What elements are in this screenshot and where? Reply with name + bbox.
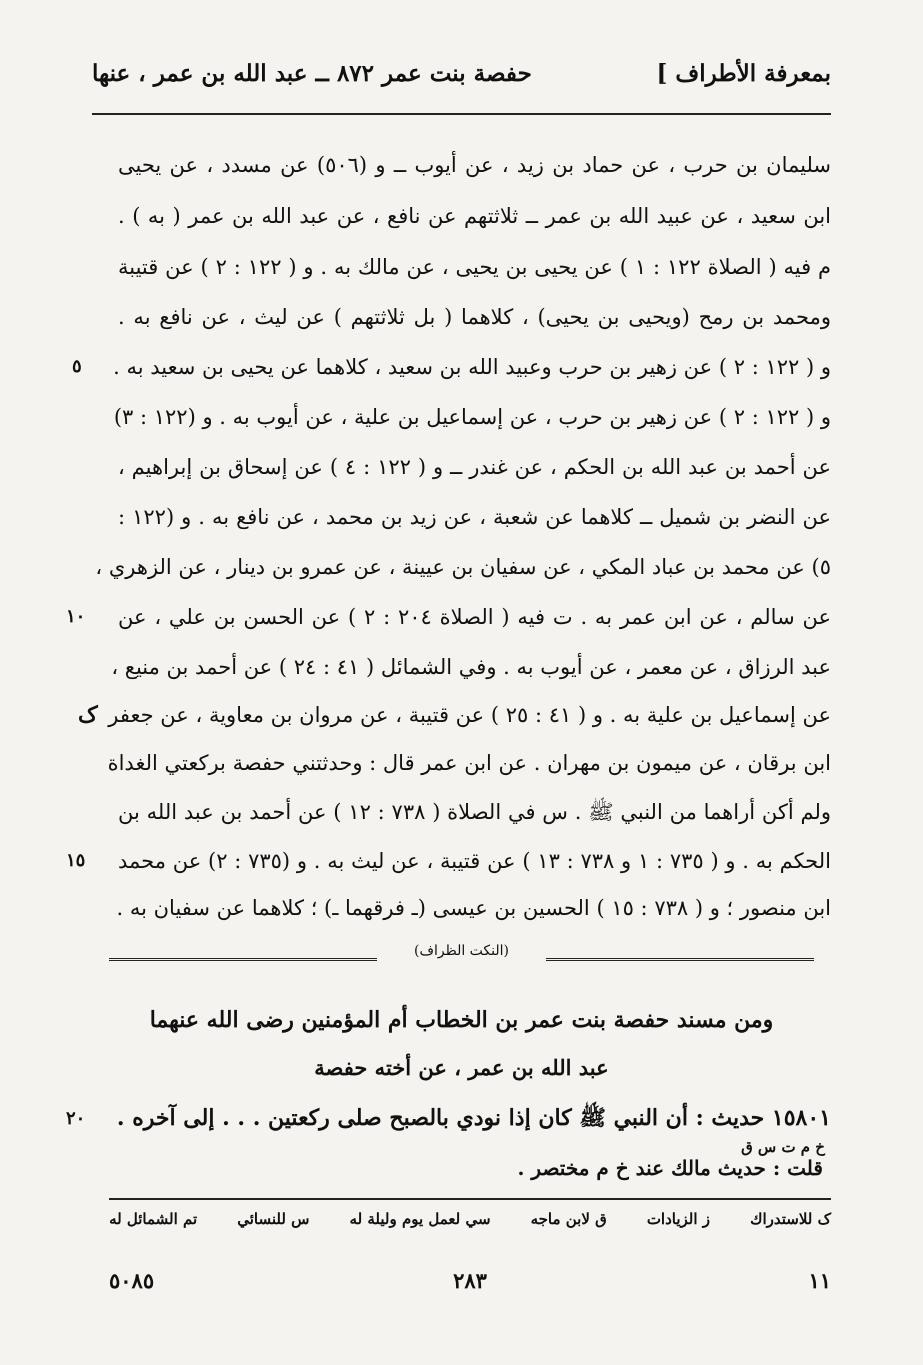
margin-line-number: ٢٠ [66, 1108, 86, 1129]
header-rule [92, 113, 831, 115]
footer-rule [109, 1198, 831, 1200]
footer-numbers [109, 1268, 831, 1298]
hadith-sigla: خ م ت س ق [741, 1138, 825, 1156]
text-line: ابن برقان ، عن ميمون بن مهران . عن ابن عمر قال : وحدثتني حفصة بركعتي الغداة [107, 751, 831, 775]
separator-rule-right [546, 958, 814, 961]
header-book-title: بمعرفة الأطراف ] [656, 60, 831, 87]
running-header [92, 60, 831, 100]
hadith-entry: ١٥٨٠١ حديث : أن النبي ﷺ كان إذا نودي بالصبح صلى ركعتين . . . إلى آخره . [116, 1105, 831, 1131]
page-number: ٢٨٣ [453, 1268, 487, 1293]
text-line: عن أحمد بن عبد الله بن الحكم ، عن غندر ــ و ( ١٢٢ : ٤ ) عن إسحاق بن إبراهيم ، [118, 455, 831, 479]
text-line: عن النضر بن شميل ــ كلاهما عن شعبة ، عن زيد بن محمد ، عن نافع به . و (١٢٢ : [118, 505, 831, 529]
hadith-note: قلت : حديث مالك عند خ م مختصر . [517, 1156, 823, 1180]
margin-line-number: ١٥ [66, 850, 86, 871]
text-line: ابن سعيد ، عن عبيد الله بن عمر ــ ثلاثتهم عن نافع ، عن عبد الله بن عمر ( به ) . [118, 204, 831, 228]
section-title: ومن مسند حفصة بنت عمر بن الخطاب أم المؤمنين رضى الله عنهما [149, 1007, 774, 1033]
abbreviation-item: س للنسائي [237, 1210, 310, 1228]
abbreviation-item: ق لابن ماجه [530, 1210, 607, 1228]
text-line: عن إسماعيل بن علية به . و ( ٤١ : ٢٥ ) عن قتيبة ، عن مروان بن معاوية ، عن جعفر [108, 703, 831, 727]
text-line: و ( ١٢٢ : ٢ ) عن زهير بن حرب ، عن إسماعيل بن علية ، عن أيوب به . و (١٢٢ : ٣) [113, 405, 831, 429]
margin-line-number: ١٠ [66, 606, 86, 627]
text-line: عن سالم ، عن ابن عمر به . ت فيه ( الصلاة ٢٠٤ : ٢ ) عن الحسن بن علي ، عن [118, 605, 831, 629]
text-line: سليمان بن حرب ، عن حماد بن زيد ، عن أيوب ــ و (٥٠٦) عن مسدد ، عن يحيى [118, 153, 831, 177]
section-separator [109, 943, 814, 965]
text-line: عبد الرزاق ، عن معمر ، عن أيوب به . وفي الشمائل ( ٤١ : ٢٤ ) عن أحمد بن منيع ، [111, 655, 831, 679]
separator-rule-left [109, 958, 377, 961]
abbreviation-item: ک للاستدراك [750, 1210, 831, 1228]
abbreviation-item: ز الزيادات [646, 1210, 711, 1228]
header-entry-title: حفصة بنت عمر ٨٧٢ ــ عبد الله بن عمر ، عنها [92, 60, 532, 87]
margin-mark: ک [78, 702, 98, 728]
separator-label: (النكت الظراف) [414, 943, 509, 959]
text-line: ولم أكن أراهما من النبي ﷺ . س في الصلاة ( ٧٣٨ : ١٢ ) عن أحمد بن عبد الله بن [118, 800, 831, 824]
text-line: ابن منصور ؛ و ( ٧٣٨ : ١٥ ) الحسين بن عيسى (ـ فرقهما ـ) ؛ كلاهما عن سفيان به . [116, 896, 831, 920]
volume-number: ١١ [808, 1268, 831, 1293]
margin-line-number: ٥ [72, 356, 82, 377]
section-subtitle: عبد الله بن عمر ، عن أخته حفصة [314, 1055, 609, 1080]
text-line: الحكم به . و ( ٧٣٥ : ١ و ٧٣٨ : ١٣ ) عن قتيبة ، عن ليث به . و (٧٣٥ : ٢) عن محمد [118, 849, 831, 873]
footer-abbreviations [109, 1210, 831, 1234]
text-line: و ( ١٢٢ : ٢ ) عن زهير بن حرب وعبيد الله بن سعيد ، كلاهما عن يحيى بن سعيد به . [113, 355, 831, 379]
text-line: م فيه ( الصلاة ١٢٢ : ١ ) عن يحيى بن يحيى ، عن مالك به . و ( ١٢٢ : ٢ ) عن قتيبة [118, 255, 831, 279]
entry-number: ٥٠٨٥ [109, 1268, 155, 1293]
text-line: ومحمد بن رمح (ويحيى بن يحيى) ، كلاهما ( بل ثلاثتهم ) عن ليث ، عن نافع به . [118, 305, 831, 329]
abbreviation-item: تم الشمائل له [109, 1210, 198, 1228]
abbreviation-item: سي لعمل يوم وليلة له [349, 1210, 491, 1228]
text-line: ٥) عن محمد بن عباد المكي ، عن سفيان بن عيينة ، عن عمرو بن دينار ، عن الزهري ، [95, 555, 831, 579]
